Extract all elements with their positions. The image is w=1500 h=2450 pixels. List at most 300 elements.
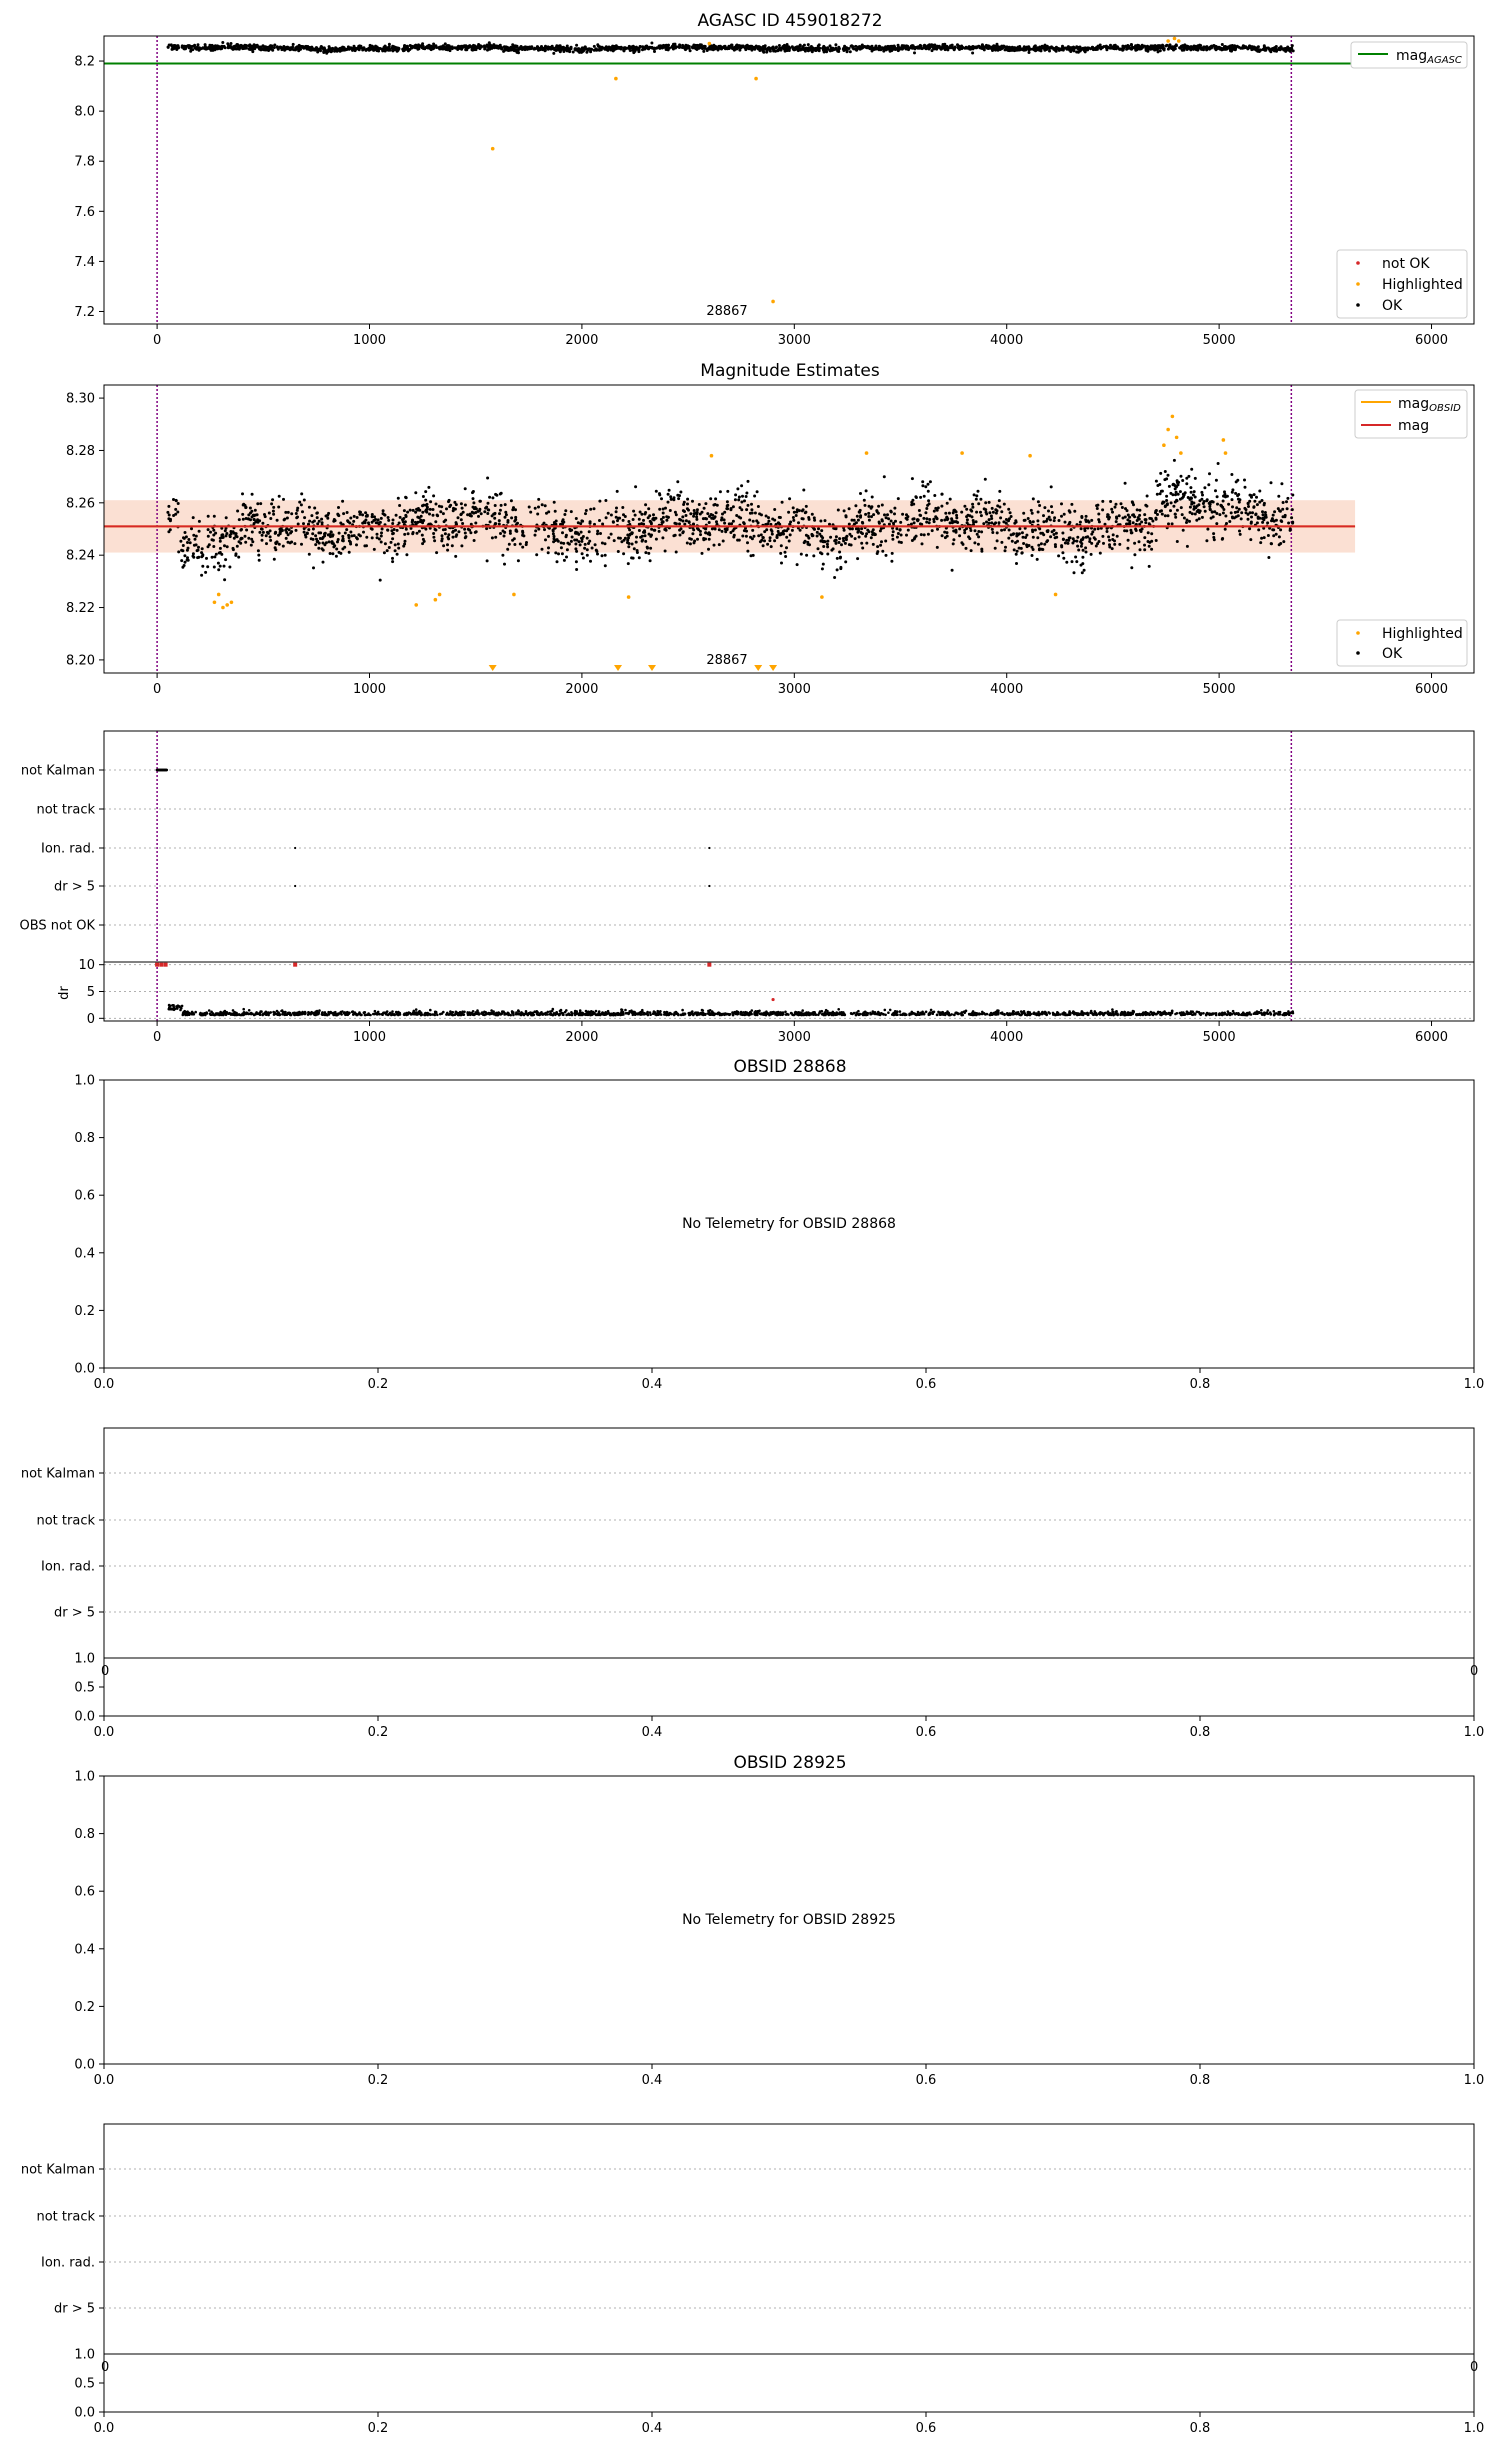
ok-point (826, 553, 829, 556)
ok-point (838, 551, 841, 554)
ok-point (1267, 534, 1270, 537)
ok-point (317, 547, 320, 550)
ok-point (683, 501, 686, 504)
ok-point (861, 547, 864, 550)
ok-point (843, 45, 846, 48)
ok-point (348, 551, 351, 554)
ok-point (357, 533, 360, 536)
ok-point (696, 538, 699, 541)
ok-point (312, 47, 315, 50)
ok-point (435, 551, 438, 554)
ok-point (624, 537, 627, 540)
ok-point (877, 512, 880, 515)
ok-point (568, 543, 571, 546)
ok-point (1013, 46, 1016, 49)
ok-point (392, 519, 395, 522)
ok-point (237, 44, 240, 47)
ok-point (278, 543, 281, 546)
legend-marker-ok (1356, 303, 1360, 307)
ok-point (648, 514, 651, 517)
ok-point (1289, 527, 1292, 530)
ok-point (1177, 483, 1180, 486)
ok-point (511, 539, 514, 542)
ok-point (581, 520, 584, 523)
ok-point (177, 550, 180, 553)
ok-point (397, 543, 400, 546)
ok-point (826, 545, 829, 548)
ok-point (302, 522, 305, 525)
ok-point (773, 539, 776, 542)
ok-point (627, 545, 630, 548)
ok-point (879, 48, 882, 51)
ok-point (832, 547, 835, 550)
ok-point (972, 521, 975, 524)
highlighted-point (1177, 39, 1181, 43)
ok-point (865, 542, 868, 545)
ok-point (840, 543, 843, 546)
ok-point (1286, 46, 1289, 49)
ok-point (742, 45, 745, 48)
ok-point (769, 536, 772, 539)
ok-point (1032, 548, 1035, 551)
ok-point (321, 537, 324, 540)
legend-label-ok: OK (1382, 298, 1403, 314)
ok-point (232, 547, 235, 550)
ok-point (1224, 528, 1227, 531)
ok-point (258, 531, 261, 534)
ok-point (1180, 45, 1183, 48)
ok-point (1025, 534, 1028, 537)
ok-point (761, 536, 764, 539)
ok-point (177, 502, 180, 505)
ok-point (1203, 505, 1206, 508)
ok-point (1235, 46, 1238, 49)
ok-point (1228, 520, 1231, 523)
ok-point (1132, 513, 1135, 516)
ok-point (723, 46, 726, 49)
ok-point (1128, 520, 1131, 523)
ok-point (428, 513, 431, 516)
ok-point (244, 541, 247, 544)
ok-point (763, 539, 766, 542)
ok-point (253, 518, 256, 521)
ok-point (229, 535, 232, 538)
ok-point (1250, 516, 1253, 519)
ok-point (511, 43, 514, 46)
ok-point (1214, 489, 1217, 492)
ok-point (905, 44, 908, 47)
ok-point (620, 48, 623, 51)
ok-point (316, 522, 319, 525)
ok-point (1148, 565, 1151, 568)
ok-point (387, 516, 390, 519)
ok-point (965, 515, 968, 518)
ok-point (835, 542, 838, 545)
ok-point (536, 47, 539, 50)
ok-point (642, 519, 645, 522)
ok-point (1287, 522, 1290, 525)
flag-point (708, 885, 710, 887)
highlighted-point (1224, 451, 1228, 455)
ok-point (1022, 542, 1025, 545)
ok-point (485, 527, 488, 530)
ok-point (486, 559, 489, 562)
ok-point (247, 517, 250, 520)
ok-point (454, 529, 457, 532)
ok-point (1063, 513, 1066, 516)
ok-point (329, 533, 332, 536)
ok-point (457, 530, 460, 533)
ok-point (403, 509, 406, 512)
ok-point (510, 516, 513, 519)
ok-point (1140, 530, 1143, 533)
ok-point (801, 509, 804, 512)
ok-point (982, 522, 985, 525)
ok-point (884, 540, 887, 543)
ok-point (429, 508, 432, 511)
ok-point (692, 515, 695, 518)
ok-point (242, 518, 245, 521)
ok-point (738, 539, 741, 542)
ok-point (950, 46, 953, 49)
ok-point (547, 546, 550, 549)
ok-point (1275, 533, 1278, 536)
legend-marker-not-ok (1356, 261, 1360, 265)
ok-point (321, 521, 324, 524)
ok-point (446, 45, 449, 48)
ok-point (1113, 539, 1116, 542)
ok-point (822, 563, 825, 566)
ok-point (1169, 509, 1172, 512)
ok-point (1099, 552, 1102, 555)
ok-point (492, 43, 495, 46)
ok-point (405, 528, 408, 531)
ok-point (452, 509, 455, 512)
ok-point (924, 485, 927, 488)
ok-point (1062, 557, 1065, 560)
ok-point (708, 538, 711, 541)
ok-point (391, 560, 394, 563)
ok-point (282, 498, 285, 501)
legend-label-main: mag (1396, 48, 1428, 64)
ok-point (264, 515, 267, 518)
ok-point (638, 556, 641, 559)
ok-point (194, 47, 197, 50)
ok-point (990, 521, 993, 524)
ok-point (436, 514, 439, 517)
ok-point (913, 51, 916, 54)
ok-point (1277, 507, 1280, 510)
ok-point (1156, 513, 1159, 516)
ok-point (842, 537, 845, 540)
legend-label-sub: OBSID (1429, 403, 1461, 414)
ok-point (767, 520, 770, 523)
ok-point (758, 512, 761, 515)
ok-point (641, 538, 644, 541)
ok-point (1015, 532, 1018, 535)
ok-point (1220, 505, 1223, 508)
ok-point (478, 508, 481, 511)
ok-point (1058, 519, 1061, 522)
ok-point (580, 531, 583, 534)
ok-point (1124, 482, 1127, 485)
ok-point (911, 518, 914, 521)
ok-point (1137, 516, 1140, 519)
ok-point (1240, 517, 1243, 520)
ok-point (1138, 523, 1141, 526)
ok-point (413, 44, 416, 47)
ok-point (391, 532, 394, 535)
ok-point (342, 512, 345, 515)
ok-point (491, 496, 494, 499)
ok-point (449, 504, 452, 507)
ok-point (286, 517, 289, 520)
ok-point (829, 536, 832, 539)
ok-point (472, 512, 475, 515)
ok-point (201, 547, 204, 550)
ok-point (1018, 547, 1021, 550)
ok-point (1054, 536, 1057, 539)
ok-point (1076, 46, 1079, 49)
flag-point (294, 885, 296, 887)
ok-point (739, 506, 742, 509)
ok-point (565, 535, 568, 538)
ok-point (196, 556, 199, 559)
ok-point (873, 533, 876, 536)
ok-point (695, 513, 698, 516)
ok-point (1109, 44, 1112, 47)
ok-point (633, 48, 636, 51)
ok-point (329, 552, 332, 555)
ok-point (998, 490, 1001, 493)
ok-point (978, 46, 981, 49)
ok-point (391, 522, 394, 525)
x-tick-label: 5000 (1202, 682, 1236, 697)
ok-point (911, 477, 914, 480)
ok-point (1016, 540, 1019, 543)
ok-point (924, 511, 927, 514)
ok-point (718, 528, 721, 531)
ok-point (1211, 511, 1214, 514)
ok-point (636, 549, 639, 552)
ok-point (698, 503, 701, 506)
ok-point (225, 516, 228, 519)
ok-point (704, 531, 707, 534)
ok-point (868, 505, 871, 508)
ok-point (647, 507, 650, 510)
ok-point (1154, 48, 1157, 51)
ok-point (247, 537, 250, 540)
ok-point (404, 540, 407, 543)
ok-point (1021, 551, 1024, 554)
ok-point (348, 536, 351, 539)
ok-point (220, 536, 223, 539)
ok-point (743, 529, 746, 532)
ok-point (1032, 520, 1035, 523)
ok-point (746, 47, 749, 50)
ok-point (441, 47, 444, 50)
ok-point (775, 47, 778, 50)
ok-point (865, 532, 868, 535)
ok-point (1005, 518, 1008, 521)
legend-marker-ok (1356, 651, 1360, 655)
ok-point (891, 552, 894, 555)
ok-point (707, 548, 710, 551)
ok-point (1073, 571, 1076, 574)
ok-point (553, 501, 556, 504)
ok-point (335, 548, 338, 551)
ok-point (1022, 512, 1025, 515)
ok-point (341, 547, 344, 550)
ok-point (638, 529, 641, 532)
ok-point (241, 492, 244, 495)
ok-point (317, 531, 320, 534)
ok-point (1036, 558, 1039, 561)
ok-point (1261, 521, 1264, 524)
ok-point (754, 512, 757, 515)
ok-point (971, 52, 974, 55)
ok-point (635, 541, 638, 544)
ok-point (708, 521, 711, 524)
ok-point (983, 507, 986, 510)
ok-point (1248, 527, 1251, 530)
ok-point (562, 542, 565, 545)
ok-point (1253, 500, 1256, 503)
ok-point (282, 45, 285, 48)
ok-point (447, 536, 450, 539)
ok-point (172, 498, 175, 501)
highlighted-point (865, 451, 869, 455)
ok-point (514, 516, 517, 519)
highlighted-point (1222, 438, 1226, 442)
ok-point (969, 46, 972, 49)
ok-point (386, 549, 389, 552)
ok-point (912, 503, 915, 506)
ok-point (349, 531, 352, 534)
highlighted-point (820, 595, 824, 599)
ok-point (515, 529, 518, 532)
ok-point (870, 536, 873, 539)
ok-point (649, 520, 652, 523)
ok-point (499, 532, 502, 535)
ok-point (353, 534, 356, 537)
ok-point (380, 531, 383, 534)
ok-point (509, 532, 512, 535)
ok-point (867, 512, 870, 515)
ok-point (1256, 503, 1259, 506)
ok-point (397, 497, 400, 500)
ok-point (695, 48, 698, 51)
ok-point (1168, 485, 1171, 488)
ok-point (377, 518, 380, 521)
ok-point (537, 498, 540, 501)
ok-point (577, 533, 580, 536)
ok-point (318, 542, 321, 545)
ok-point (637, 47, 640, 50)
ok-point (1221, 538, 1224, 541)
ok-point (1111, 511, 1114, 514)
ok-point (302, 46, 305, 49)
ok-point (1070, 528, 1073, 531)
ok-point (1085, 515, 1088, 518)
ok-point (1043, 543, 1046, 546)
ok-point (211, 556, 214, 559)
ok-point (1132, 503, 1135, 506)
ok-point (404, 496, 407, 499)
ok-point (570, 540, 573, 543)
ok-point (241, 46, 244, 49)
ok-point (464, 487, 467, 490)
ok-point (1172, 505, 1175, 508)
ok-point (1174, 493, 1177, 496)
ok-point (871, 496, 874, 499)
ok-point (1197, 44, 1200, 47)
ok-point (198, 47, 201, 50)
ok-point (194, 538, 197, 541)
ok-point (1155, 480, 1158, 483)
ok-point (1167, 514, 1170, 517)
ok-point (537, 528, 540, 531)
ok-point (826, 46, 829, 49)
ok-point (301, 510, 304, 513)
ok-point (442, 544, 445, 547)
ok-point (226, 545, 229, 548)
ok-point (493, 517, 496, 520)
ok-point (1067, 542, 1070, 545)
ok-point (1192, 502, 1195, 505)
ok-point (1231, 505, 1234, 508)
highlighted-point (1166, 39, 1170, 43)
ok-point (975, 494, 978, 497)
ok-point (379, 521, 382, 524)
ok-point (463, 44, 466, 47)
ok-point (805, 47, 808, 50)
ok-point (1278, 535, 1281, 538)
ok-point (839, 556, 842, 559)
ok-point (955, 520, 958, 523)
ok-point (686, 542, 689, 545)
ok-point (224, 558, 227, 561)
ok-point (173, 46, 176, 49)
ok-point (421, 542, 424, 545)
ok-point (1270, 542, 1273, 545)
ok-point (422, 504, 425, 507)
ok-point (916, 518, 919, 521)
ok-point (1243, 479, 1246, 482)
ok-point (705, 517, 708, 520)
ok-point (563, 559, 566, 562)
ok-point (779, 552, 782, 555)
ok-point (230, 42, 233, 45)
highlighted-point (213, 601, 217, 605)
ok-point (183, 554, 186, 557)
ok-point (405, 515, 408, 518)
ok-point (445, 507, 448, 510)
ok-point (1053, 519, 1056, 522)
ok-point (1015, 562, 1018, 565)
ok-point (851, 519, 854, 522)
ok-point (825, 50, 828, 53)
ok-point (885, 554, 888, 557)
ok-point (780, 533, 783, 536)
ok-point (1135, 529, 1138, 532)
ok-point (747, 504, 750, 507)
ok-point (1176, 509, 1179, 512)
ok-point (838, 537, 841, 540)
ok-point (1173, 459, 1176, 462)
ok-point (1113, 543, 1116, 546)
ok-point (441, 534, 444, 537)
